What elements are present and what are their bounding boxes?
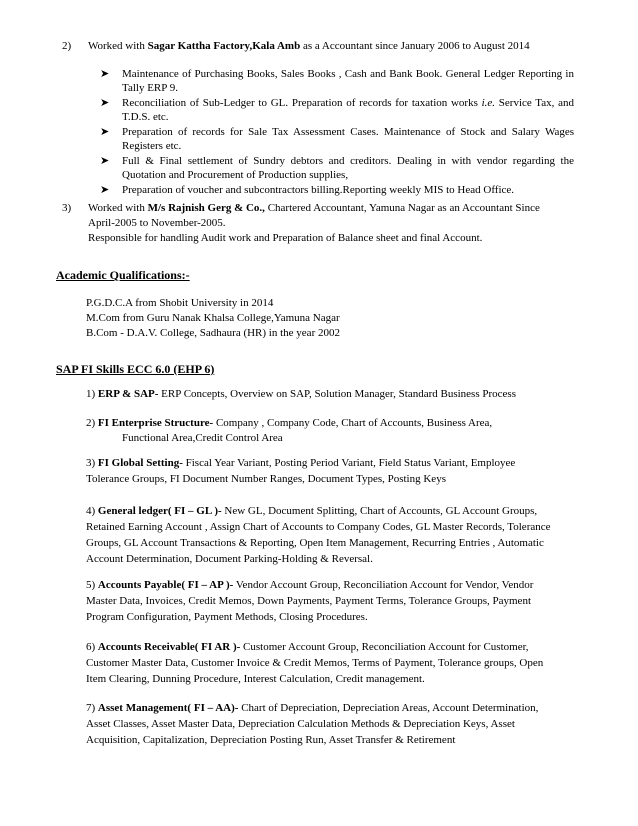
skill-item-4: 4) General ledger( FI – GL )- New GL, Document Splitting, Chart of Accounts, GL Account Groups, Retained Earning Account , Assign Chart of Accounts to Company Codes, GL Master Records, Tolerance Groups, GL Account Transactions & Reporting, Open Item Management, Recurring Entries , Automatic Account Determination, Document Parking-Holding & Reversal.	[86, 505, 551, 565]
experience-item-2-header	[62, 38, 530, 54]
skill-item-2: 2) FI Enterprise Structure- Company , Company Code, Chart of Accounts, Business Area, Functional Area,Credit Control Area	[86, 417, 493, 444]
list-item: M.Com from Guru Nanak Khalsa College,Yamuna Nagar	[86, 312, 340, 324]
experience-item-3: 3) Worked with M/s Rajnish Gerg & Co., Chartered Accountant, Yamuna Nagar as an Accountant Since April-2005 to November-2005. Responsible for handling Audit work and Preparation of Balance sheet and final Account.	[62, 202, 540, 244]
experience-prefix: Worked with	[88, 40, 148, 52]
skill-item-3: 3) FI Global Setting- Fiscal Year Variant, Posting Period Variant, Field Status Variant, Employee Tolerance Groups, FI Document Number Ranges, Document Types, Posting Keys	[86, 457, 516, 485]
sap-heading: SAP FI Skills ECC 6.0 (EHP 6)	[56, 362, 215, 376]
list-number: 3)	[62, 202, 72, 214]
arrow-bullet-icon: ➤	[100, 155, 110, 167]
company-name: Sagar Kattha Factory,Kala Amb	[147, 40, 301, 52]
skill-item-5: 5) Accounts Payable( FI – AP )- Vendor Account Group, Reconciliation Account for Vendor, Vendor Master Data, Invoices, Credit Memos, Down Payments, Payment Terms, Tolerance Groups, Payment Program Configuration, Payment Methods, Closing Procedures.	[86, 579, 534, 623]
company-name: M/s Rajnish Gerg & Co.,	[147, 202, 265, 214]
experience-suffix: as a Accountant since January 2006 to August 2014	[300, 40, 530, 52]
arrow-bullet-icon: ➤	[100, 68, 110, 80]
academic-list	[86, 296, 340, 341]
academic-heading: Academic Qualifications:-	[56, 268, 190, 282]
list-item: ➤ Full & Final settlement of Sundry debtors and creditors. Dealing in with vendor regarding the Quotation and Procurement of Production supplies,	[100, 155, 574, 181]
list-item: ➤ Maintenance of Purchasing Books, Sales Books , Cash and Bank Book. General Ledger Reporting in Tally ERP 9.	[100, 68, 574, 94]
list-item: P.G.D.C.A from Shobit University in 2014	[86, 297, 274, 309]
arrow-bullet-icon: ➤	[100, 184, 110, 196]
arrow-bullet-icon: ➤	[100, 126, 110, 138]
skill-item-7: 7) Asset Management( FI – AA)- Chart of Depreciation, Depreciation Areas, Account Determination, Asset Classes, Asset Master Data, Depreciation Calculation Methods & Depreciation Keys, Asset Acquisition, Capitalization, Depreciation Posting Run, Asset Transfer & Retirement	[86, 702, 539, 746]
list-number: 2)	[62, 40, 72, 52]
list-item: ➤ Reconciliation of Sub-Ledger to GL. Preparation of records for taxation works i.e. Service Tax, and T.D.S. etc.	[100, 97, 574, 123]
list-item: ➤ Preparation of voucher and subcontractors billing.Reporting weekly MIS to Head Office.	[100, 184, 515, 196]
arrow-bullet-icon: ➤	[100, 97, 110, 109]
list-item: ➤ Preparation of records for Sale Tax Assessment Cases. Maintenance of Stock and Salary Wages Registers etc.	[100, 126, 574, 152]
list-item: B.Com - D.A.V. College, Sadhaura (HR) in the year 2002	[86, 327, 340, 339]
skill-item-6: 6) Accounts Receivable( FI AR )- Customer Account Group, Reconciliation Account for Customer, Customer Master Data, Customer Invoice & Credit Memos, Terms of Payment, Tolerance groups, Open Item Clearing, Dunning Procedure, Interest Calculation, Credit management.	[86, 641, 544, 685]
experience-item-2-bullets	[100, 67, 574, 198]
skill-item-1: 1) ERP & SAP- ERP Concepts, Overview on SAP, Solution Manager, Standard Business Process	[86, 388, 516, 400]
